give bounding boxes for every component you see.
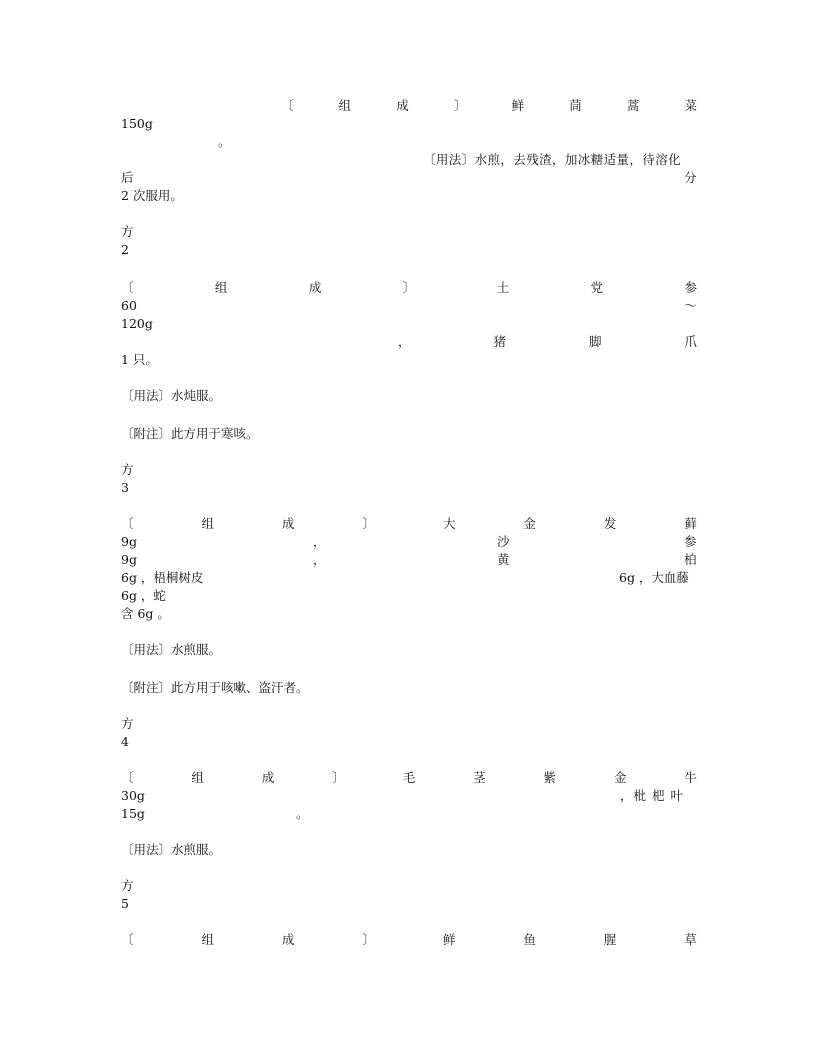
composition-row-1 bbox=[281, 97, 697, 115]
text-line: 2 次服用。 bbox=[121, 188, 183, 203]
word-char: 成 bbox=[396, 98, 409, 113]
text-line: 含 6g 。 bbox=[121, 606, 170, 621]
dosage-text: 9g bbox=[121, 534, 137, 549]
recipe-heading: 方 bbox=[121, 224, 134, 239]
herb-char: 金 bbox=[613, 770, 627, 785]
period-text: 。 bbox=[218, 134, 231, 149]
herb-char: 鱼 bbox=[523, 932, 536, 947]
herb-char: 毛 bbox=[402, 770, 416, 785]
word-char: 组 bbox=[201, 932, 214, 947]
usage-text: 〔用法〕水煎服。 bbox=[121, 842, 222, 857]
word-char: 组 bbox=[214, 280, 228, 295]
word-char: 成 bbox=[308, 280, 322, 295]
herb-char: 脚 bbox=[588, 334, 602, 349]
herb-char: 参 bbox=[684, 280, 697, 295]
bracket-open: 〔 bbox=[121, 516, 134, 531]
recipe-number: 5 bbox=[121, 896, 129, 911]
text-line: 1 只。 bbox=[121, 352, 158, 367]
comma: ， bbox=[313, 552, 326, 567]
herb-char: 牛 bbox=[684, 770, 697, 785]
word-char: 组 bbox=[338, 98, 352, 113]
text-line: 分 bbox=[684, 170, 697, 185]
word-char: 组 bbox=[201, 516, 214, 531]
herb-char: 沙 bbox=[497, 534, 510, 549]
herb-char: 腥 bbox=[603, 932, 617, 947]
recipe-heading: 方 bbox=[121, 878, 134, 893]
bracket-close: 〕 bbox=[453, 98, 467, 113]
dosage-text: 120g bbox=[121, 316, 153, 331]
bracket-open: 〔 bbox=[121, 770, 134, 785]
text-line: 6g ，大血藤 bbox=[619, 570, 689, 585]
bracket-close: 〕 bbox=[332, 770, 345, 785]
herb-char: 党 bbox=[590, 280, 604, 295]
usage-text: 〔用法〕水炖服。 bbox=[121, 388, 222, 403]
composition-row-5 bbox=[121, 931, 697, 949]
composition-row-2 bbox=[121, 279, 697, 297]
dosage-text: 30g bbox=[121, 788, 145, 803]
herb-char: 紫 bbox=[543, 770, 557, 785]
word-char: 组 bbox=[191, 770, 204, 785]
herb-char: 柏 bbox=[684, 552, 697, 567]
bracket-close: 〕 bbox=[362, 932, 375, 947]
note-text: 〔附注〕此方用于寒咳。 bbox=[121, 426, 259, 441]
bracket-open: 〔 bbox=[121, 932, 134, 947]
recipe-number: 4 bbox=[121, 734, 129, 749]
herb-char: 爪 bbox=[684, 334, 697, 349]
composition-row-2b bbox=[398, 333, 697, 351]
recipe-number: 3 bbox=[121, 480, 129, 495]
composition-row-3 bbox=[121, 515, 697, 533]
recipe-heading: 方 bbox=[121, 716, 134, 731]
herb-char: 茼 bbox=[569, 98, 582, 113]
text-line: 6g ，梧桐树皮 bbox=[121, 570, 204, 585]
recipe-heading: 方 bbox=[121, 462, 134, 477]
usage-text: 〔用法〕水煎，去残渣，加冰糖适量，待溶化 bbox=[423, 152, 682, 167]
note-text: 〔附注〕此方用于咳嗽、盗汗者。 bbox=[121, 680, 309, 695]
text-line: 后 bbox=[121, 170, 134, 185]
herb-char: 猪 bbox=[493, 334, 506, 349]
comma: ， bbox=[313, 534, 326, 549]
herb-char: 参 bbox=[684, 534, 697, 549]
herb-char: 蒿 bbox=[626, 98, 640, 113]
bracket-close: 〕 bbox=[402, 280, 416, 295]
herb-char: 菜 bbox=[684, 98, 697, 113]
herb-char: 鲜 bbox=[511, 98, 525, 113]
dosage-text: 150g bbox=[121, 116, 153, 131]
word-char: 成 bbox=[261, 770, 275, 785]
herb-char: 土 bbox=[496, 280, 510, 295]
dosage-text: 9g bbox=[121, 552, 137, 567]
herb-char: 茎 bbox=[473, 770, 486, 785]
composition-row-4 bbox=[121, 769, 697, 787]
herb-char: 草 bbox=[684, 932, 697, 947]
range-tilde: ～ bbox=[684, 298, 697, 313]
word-char: 成 bbox=[281, 516, 295, 531]
comma: ， bbox=[398, 334, 411, 349]
herb-char: 金 bbox=[523, 516, 536, 531]
text-line: ，枇 杷 叶 bbox=[620, 788, 684, 803]
usage-text: 〔用法〕水煎服。 bbox=[121, 642, 222, 657]
dosage-text: 60 bbox=[121, 298, 137, 313]
text-line: 6g ，蛇 bbox=[121, 588, 166, 603]
herb-char: 藓 bbox=[684, 516, 697, 531]
bracket-open: 〔 bbox=[121, 280, 134, 295]
bracket-open: 〔 bbox=[281, 98, 294, 113]
herb-char: 大 bbox=[442, 516, 456, 531]
period-text: 。 bbox=[296, 806, 309, 821]
herb-char: 发 bbox=[603, 516, 617, 531]
recipe-number: 2 bbox=[121, 242, 129, 257]
dosage-text: 15g bbox=[121, 806, 145, 821]
herb-char: 鲜 bbox=[442, 932, 456, 947]
herb-char: 黄 bbox=[497, 552, 510, 567]
word-char: 成 bbox=[281, 932, 295, 947]
bracket-close: 〕 bbox=[362, 516, 375, 531]
